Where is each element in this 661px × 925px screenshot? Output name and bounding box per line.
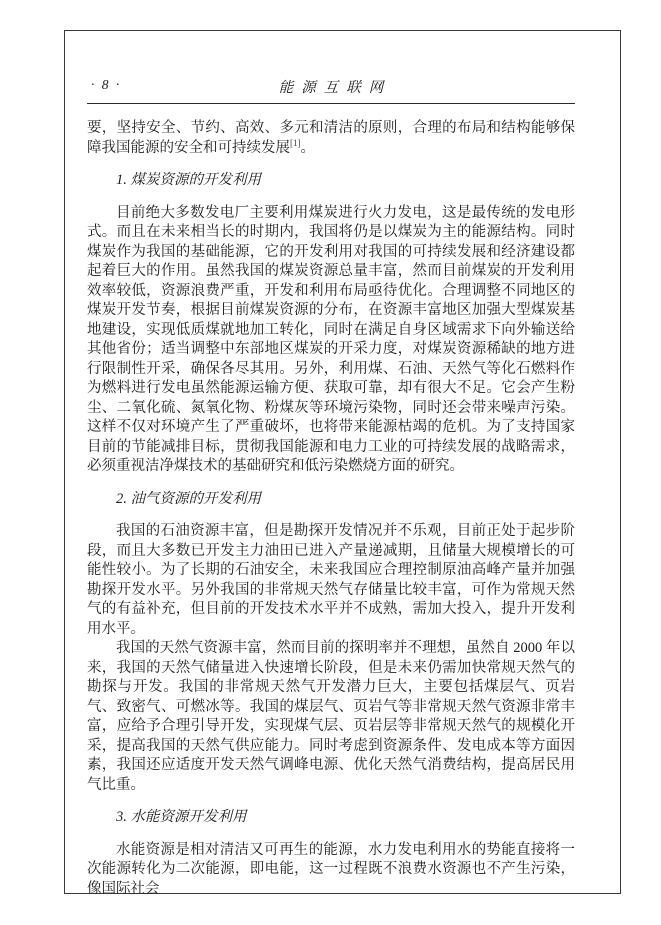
intro-text: 要，坚持安全、节约、高效、多元和清洁的原则，合理的布局和结构能够保障我国能源的安全和可持续发展 [87, 120, 575, 156]
page-number: · 8 · [91, 77, 122, 92]
paragraph-intro-continuation [87, 119, 575, 158]
paragraph-gas-development: 我国的天然气资源丰富，然而目前的探明率并不理想，虽然自 2000 年以来，我国的天然气储量进入快速增长阶段，但是未来仍需加快常规天然气的勘探与开发。我国的非常规天然气开发潜力巨大，主要包括煤层气、页岩气、致密气、可燃冰等。我国的煤层气、页岩气等非常规天然气资源非常丰富，应给予合理引导开发，实现煤气层、页岩层等非常规天然气的规模化开采，提高我国的天然气供应能力。同时考虑到资源条件、发电成本等方面因素，我国还应适度开发天然气调峰电源、优化天然气消费结构，提高居民用气比重。 [87, 640, 575, 793]
paragraph-oil-development: 我国的石油资源丰富，但是勘探开发情况并不乐观，目前正处于起步阶段，而且大多数已开发主力油田已进入产量递减期，且储量大规模增长的可能性较小。为了长期的石油安全，未来我国应合理控制原油高峰产量并加强勘探开发水平。另外我国的非常规天然气存储量比较丰富，可作为常规天然气的有益补充，但目前的开发技术水平并不成熟，需加大投入，提升开发利用水平。 [87, 523, 575, 637]
page-header [87, 76, 575, 96]
book-title: 能源互联网 [278, 80, 392, 96]
section-heading-hydro: 3. 水能资源开发利用 [116, 809, 247, 825]
citation-reference: [1] [290, 137, 301, 148]
paragraph-hydro-development: 水能资源是相对清洁又可再生的能源，水力发电利用水的势能直接将一次能源转化为二次能源，即电能，这一过程既不浪费水资源也不产生污染，像国际社会 [87, 841, 575, 897]
page-body [87, 119, 575, 899]
section-heading-oil-gas: 2. 油气资源的开发利用 [116, 490, 261, 507]
intro-period: 。 [300, 139, 315, 156]
page-content-area [87, 76, 575, 899]
header-rule [87, 103, 575, 104]
paragraph-coal-development: 目前绝大多数发电厂主要利用煤炭进行火力发电，这是最传统的发电形式。而且在未来相当长的时期内，我国将仍是以煤炭为主的能源结构。同时煤炭作为我国的基础能源，它的开发利用对我国的可持续发展和经济建设都起着巨大的作用。虽然我国的煤炭资源总量丰富，然而目前煤炭的开发利用效率较低，资源浪费严重，开发和利用布局亟待优化。合理调整不同地区的煤炭开发节奏，根据目前煤炭资源的分布，在资源丰富地区加强大型煤炭基地建设，实现低质煤就地加工转化，同时在满足自身区域需求下向外输送给其他省份；适当调整中东部地区煤炭的开采力度，对煤炭资源稀缺的地方进行限制性开采，确保各尽其用。另外，利用煤、石油、天然气等化石燃料作为燃料进行发电虽然能源运输方便、获取可靠，却有很大不足。它会产生粉尘、二氧化硫、氮氧化物、粉煤灰等环境污染物，同时还会带来噪声污染。这样不仅对环境产生了严重破坏，也将带来能源枯竭的危机。为了支持国家目前的节能减排目标，贯彻我国能源和电力工业的可持续发展的战略需求，必须重视洁净煤技术的基础研究和低污染燃烧方面的研究。 [87, 204, 575, 474]
section-heading-coal: 1. 煤炭资源的开发利用 [116, 172, 261, 188]
